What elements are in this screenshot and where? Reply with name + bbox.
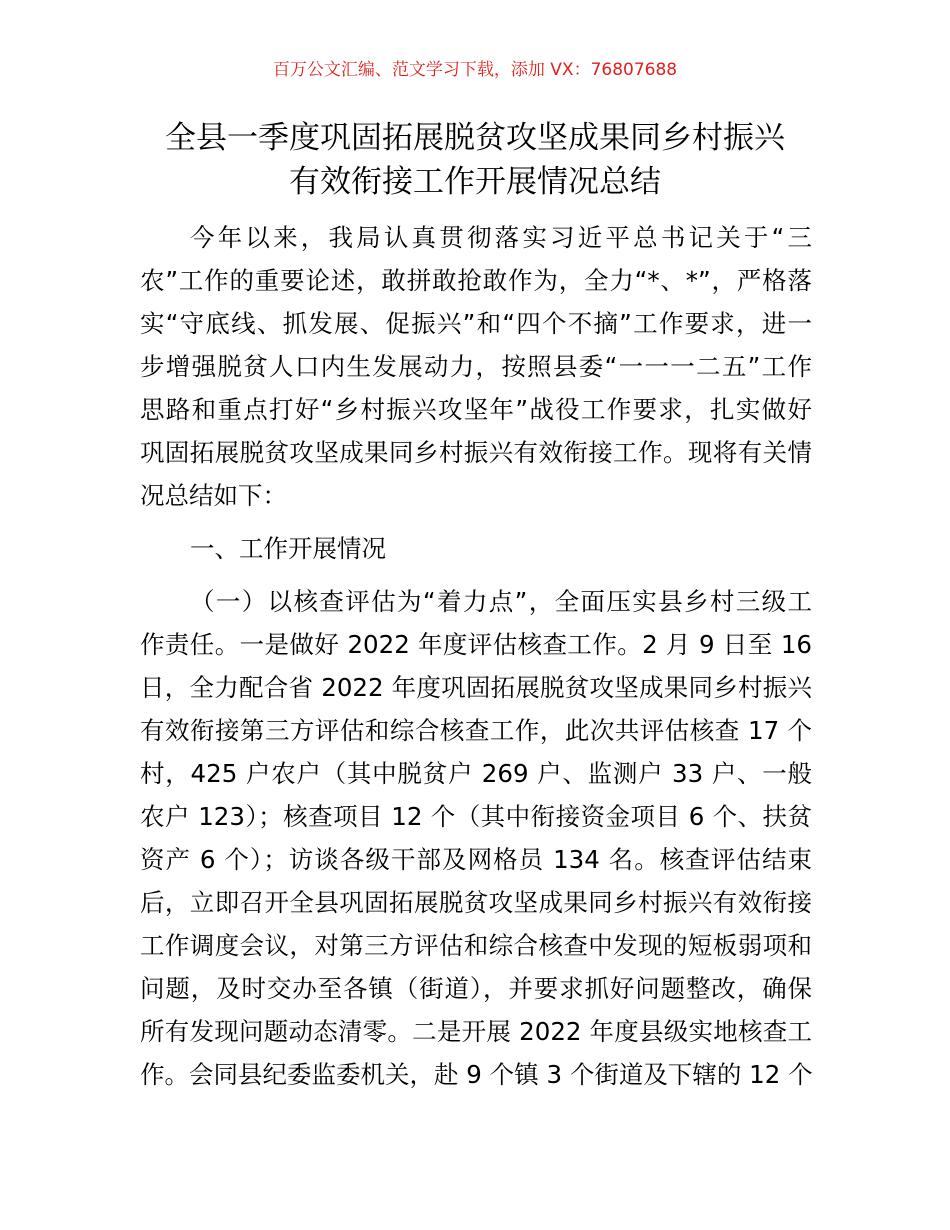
text-line: 日，全力配合省 2022 年度巩固拓展脱贫攻坚成果同乡村振兴 (140, 673, 812, 702)
text-line: （一）以核查评估为“着力点”，全面压实县乡村三级工 (190, 587, 812, 616)
text-line: 有效衔接第三方评估和综合核查工作，此次共评估核查 17 个 (140, 716, 812, 745)
text-line: 农”工作的重要论述，敢拼敢抢敢作为，全力“*、*”，严格落 (140, 266, 812, 295)
text-line: 巩固拓展脱贫攻坚成果同乡村振兴有效衔接工作。现将有关情 (140, 438, 812, 467)
title-line: 有效衔接工作开展情况总结 (289, 164, 661, 200)
text-line: 实“守底线、抓发展、促振兴”和“四个不摘”工作要求，进一 (140, 309, 812, 338)
text-line: 村，425 户农户（其中脱贫户 269 户、监测户 33 户、一般 (140, 759, 812, 788)
text-line: 工作调度会议，对第三方评估和综合核查中发现的短板弱项和 (140, 931, 812, 960)
text-line: 作。会同县纪委监委机关，赴 9 个镇 3 个街道及下辖的 12 个 (140, 1060, 813, 1089)
text-line: 况总结如下： (140, 481, 287, 510)
document-title (100, 116, 850, 204)
paragraph-intro (140, 216, 812, 517)
text-line: 所有发现问题动态清零。二是开展 2022 年度县级实地核查工 (140, 1017, 812, 1046)
section-heading: 一、工作开展情况 (190, 534, 386, 563)
text-line: 资产 6 个）；访谈各级干部及网格员 134 名。核查评估结束 (140, 845, 812, 874)
paragraph-section-1 (140, 580, 812, 1096)
text-line: 步增强脱贫人口内生发展动力，按照县委“一一一二五”工作 (140, 352, 812, 381)
watermark-header: 百万公文汇编、范文学习下载，添加 VX：76807688 (272, 60, 678, 80)
text-line: 思路和重点打好“乡村振兴攻坚年”战役工作要求，扎实做好 (140, 395, 812, 424)
text-line: 作责任。一是做好 2022 年度评估核查工作。2 月 9 日至 16 (140, 630, 812, 659)
title-line: 全县一季度巩固拓展脱贫攻坚成果同乡村振兴 (165, 120, 785, 156)
text-line: 后，立即召开全县巩固拓展脱贫攻坚成果同乡村振兴有效衔接 (140, 888, 812, 917)
text-line: 农户 123）；核查项目 12 个（其中衔接资金项目 6 个、扶贫 (140, 802, 812, 831)
text-line: 今年以来，我局认真贯彻落实习近平总书记关于“三 (190, 223, 812, 252)
document-body (140, 216, 812, 1096)
text-line: 问题，及时交办至各镇（街道），并要求抓好问题整改，确保 (140, 974, 812, 1003)
